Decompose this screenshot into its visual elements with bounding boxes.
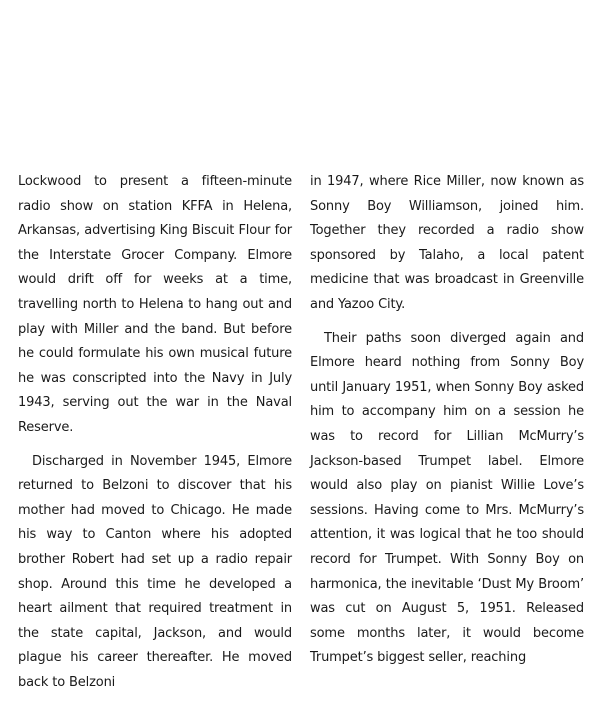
right-column bbox=[310, 170, 584, 680]
paragraph-left-2: Discharged in November 1945, Elmore returned to Belzoni to discover that his mother had moved to Chicago. He made his way to Canton where his adopted brother Robert had set up a radio repair shop. Around this time he developed a heart ailment that required treatment in the state capital, Jackson, and would plague his career thereafter. He moved back to Belzoni bbox=[18, 453, 292, 690]
paragraph-right-1: in 1947, where Rice Miller, now known as Sonny Boy Williamson, joined him. Together they recorded a radio show sponsored by Talaho, a local patent medicine that was broadcast in Greenville and Yazoo City. bbox=[310, 174, 584, 312]
left-column bbox=[18, 170, 292, 704]
paragraph-right-2: Their paths soon diverged again and Elmore heard nothing from Sonny Boy until January 1951, when Sonny Boy asked him to accompany him on a session he was to record for Lillian McMurry’s Jackson-based Trumpet label. Elmore would also play on pianist Willie Love’s sessions. Having come to Mrs. McMurry’s attention, it was logical that he too should record for Trumpet. With Sonny Boy on harmonica, the inevitable ‘Dust My Broom’ was cut on August 5, 1951. Released some months later, it would become Trumpet’s biggest seller, reaching bbox=[310, 330, 584, 666]
paragraph-left-1: Lockwood to present a fifteen-minute radio show on station KFFA in Helena, Arkansas, advertising King Biscuit Flour for the Interstate Grocer Company. Elmore would drift off for weeks at a time, travelling north to Helena to hang out and play with Miller and the band. But before he could formulate his own musical future he was conscripted into the Navy in July 1943, serving out the war in the Naval Reserve. bbox=[18, 174, 292, 435]
